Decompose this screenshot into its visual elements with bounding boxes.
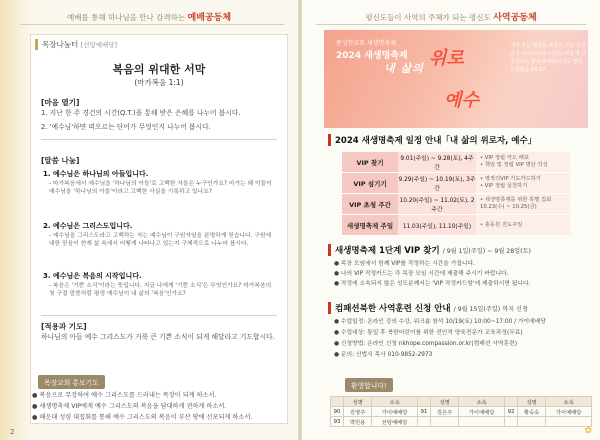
schedule-heading	[328, 134, 536, 146]
welcome-tag: 환영합니다!	[345, 378, 393, 392]
table-cell: 93	[331, 417, 344, 427]
word-item-text: - 예수님을 그리스도라고 고백하는 자는 예수님이 구원자임을 분명하게 믿습니다. 구원에 대한 믿음이 현재 삶 속에서 어떻게 나타나고 있는지 구체적으로 나누어 봅시다.	[49, 233, 272, 247]
table-cell: 92	[504, 407, 517, 417]
right-page	[302, 0, 600, 440]
schedule-note: • 새생명축제를 위한 특별 집회 10.23(수) ~ 10.25(금)	[476, 194, 570, 215]
left-header	[0, 10, 298, 23]
training-heading	[328, 302, 528, 314]
table-row	[331, 397, 592, 407]
training-item: ● 수업일정: 온라인 강의 수강, 워크숍 참석 10/19(토) 10:00~17:00 / 가이예배당	[334, 319, 546, 325]
divider	[316, 24, 586, 25]
table-row	[342, 173, 570, 194]
table-header: 성명	[430, 397, 458, 407]
word-item-heading: 1. 예수님은 하나님의 아들입니다.	[43, 170, 149, 178]
schedule-note: • VIP 정립 카드 배포 • 책임 및 정립 VIP 명단 작성	[476, 152, 570, 173]
training-item: ● 신청방법: 온라인 신청 nkhope.compassion.or.kr(컴패션 사역훈련)	[334, 341, 517, 347]
table-cell: 박민용	[344, 417, 372, 427]
table-cell: 가이예배당	[372, 407, 418, 417]
schedule-note: • 영적의VIP 기도카드하기 • VIP 정립 실천하기	[476, 173, 570, 194]
right-header	[302, 10, 600, 23]
table-cell: 90	[331, 407, 344, 417]
left-page	[0, 0, 298, 440]
table-header: 소속	[459, 397, 505, 407]
divider	[41, 315, 277, 316]
training-title: 컴패션북한 사역훈련 신청 안내	[335, 304, 451, 314]
training-item: ● 수업대상: 통일 후 북한어린이를 위한 전인적 양육전문가 교육과정(무료)	[334, 330, 523, 336]
word-heading: [말씀 나눔]	[41, 156, 80, 165]
schedule-date: 9.01(주일) ~ 9.28(토), 4주간	[398, 152, 476, 173]
table-cell	[459, 417, 505, 427]
open-item: 2. '예수님'하면 떠오르는 단어가 무엇인지 나누어 봅시다.	[41, 123, 211, 131]
festival-banner	[324, 30, 588, 128]
table-cell: 선탕예배당	[372, 417, 418, 427]
schedule-key: VIP 섬기기	[342, 173, 398, 194]
vip-item: ● 작정에 소속되지 않은 성도분께서는 'VIP 작정카드함'에 제출하시면 됩니다.	[334, 281, 531, 287]
schedule-date: 10.20(주일) ~ 11.02(토), 2주간	[398, 194, 476, 215]
flower-icon: ✿	[584, 426, 592, 436]
table-cell	[417, 417, 430, 427]
header-title: 사역공동체	[493, 13, 537, 23]
table-cell	[417, 397, 430, 407]
sermon-title: 복음의 위대한 서막	[112, 63, 206, 76]
banner-verse: 내가 주는 평안은 세상이 주는 것과 같지 아니하니라. 너희는 마음에 근심하지도 말고 두려워하지도 말라 요한복음 14:27	[510, 43, 586, 73]
table-cell: 91	[417, 407, 430, 417]
notice-item: ● 새생명축제 VIP에게 예수 그리스도의 복음을 담대하게 전하게 하소서.	[32, 403, 227, 410]
page-number: 2	[10, 428, 15, 436]
divider	[41, 139, 277, 140]
table-cell: 가이예배당	[546, 407, 592, 417]
schedule-title: 2024 새생명축제 일정 안내「내 삶의 위로자, 예수」	[335, 136, 537, 146]
vip-heading	[328, 244, 531, 256]
card-tag-sub: [선탕예배당]	[80, 41, 118, 49]
vip-item: ● 목장 모임에서 함께 VIP를 작정하는 시간을 가집니다.	[334, 261, 475, 267]
table-header: 성명	[344, 397, 372, 407]
open-item: 1. 지난 한 주 경건의 시간(Q.T.)을 통해 받은 은혜를 나누어 봅시다.	[41, 109, 241, 117]
vip-title: 새생명축제 1단계 VIP 찾기	[335, 246, 440, 256]
table-cell	[430, 417, 458, 427]
table-cell	[517, 417, 545, 427]
vip-item: ● 나의 VIP 작정카드는 각 목장 모임 시간에 제출해 주시기 바랍니다.	[334, 271, 509, 277]
banner-year: 2024 새생명축제	[336, 51, 408, 61]
table-row	[331, 417, 592, 427]
header-title: 예배공동체	[187, 13, 232, 23]
apply-heading: [적용과 기도]	[41, 322, 87, 331]
divider	[20, 24, 284, 25]
table-cell	[331, 397, 344, 407]
schedule-date: 9.29(주일) ~ 10.19(토), 3주간	[398, 173, 476, 194]
table-header: 소속	[372, 397, 418, 407]
notice-item: ● 해운대 성령 대집회를 통해 예수 그리스도의 복음이 부산 땅에 선포되게 하소서.	[32, 414, 253, 421]
sermon-verse: (마가복음 1:1)	[134, 78, 184, 87]
table-cell	[504, 417, 517, 427]
header-prefix: 평신도들이 사역의 주체가 되는 평신도	[365, 13, 491, 22]
table-row	[342, 194, 570, 215]
table-header: 소속	[546, 397, 592, 407]
welcome-table	[330, 396, 592, 427]
vip-subtitle: / 9월 1일(주일) ~ 9월 28일(토)	[442, 248, 531, 255]
table-cell: 김은주	[430, 407, 458, 417]
word-item-heading: 2. 예수님은 그리스도입니다.	[43, 222, 133, 230]
table-cell: 황숙숙	[517, 407, 545, 417]
word-item-text: - 복음은 '기쁜 소식'이라는 뜻입니다. 지금 나에게 '기쁜 소식'은 무엇인가요? 마가복음의 첫 구절 말씀처럼 평생 예수님이 내 삶의 '복음'인가요?	[49, 283, 272, 297]
table-cell: 가이예배당	[459, 407, 505, 417]
table-cell	[546, 417, 592, 427]
schedule-key: VIP 찾기	[342, 152, 398, 173]
word-item-text: - 마가복음에서 예수님을 '하나님의 아들'로 고백한 자들은 누구인가요? 마가는 왜 이들이 예수님을 '하나님의 아들'이라고 고백한 사실을 기록하고 있나요?	[49, 181, 272, 195]
open-heading: [마음 열기]	[41, 98, 80, 107]
header-prefix: 예배를 통해 하나님을 만나 감격하는	[66, 13, 186, 22]
schedule-key: 새생명축제 주일	[342, 215, 398, 236]
schedule-table	[342, 152, 570, 236]
apply-text: 하나님의 아들 예수 그리스도가 거룩 큰 기쁜 소식이 되게 해달라고 기도합시다.	[41, 333, 275, 341]
notice-item: ● 복음으로 무장하여 예수 그리스도를 드러내는 목장이 되게 하소서.	[32, 392, 217, 399]
table-row	[342, 215, 570, 236]
card-tag-label: 목장나눔터	[42, 40, 79, 49]
notice-tag: 목장교회 홍보기도	[38, 375, 105, 389]
training-item: ● 문의: 신법식 목사 010-9852-2973	[334, 352, 433, 358]
word-item-heading: 3. 예수님은 복음의 시작입니다.	[43, 272, 142, 280]
table-row	[331, 407, 592, 417]
banner-text: 예수	[444, 90, 479, 111]
schedule-key: VIP 초청 주간	[342, 194, 398, 215]
table-header: 성명	[517, 397, 545, 407]
schedule-date: 11.03(주일), 11.10(주일)	[398, 215, 476, 236]
table-cell	[504, 397, 517, 407]
banner-text: 위로	[429, 48, 464, 69]
table-row	[342, 152, 570, 173]
table-cell: 김영주	[344, 407, 372, 417]
banner-text: 내 삶의	[384, 62, 424, 75]
schedule-note: • 총동원 전도주일	[476, 215, 570, 236]
banner-small: 풍성한교회 새생명축제	[336, 40, 396, 47]
sermon-card	[30, 34, 288, 424]
training-subtitle: / 9월 15일(주일) 까지 신청	[453, 306, 529, 313]
card-tag	[35, 39, 117, 50]
